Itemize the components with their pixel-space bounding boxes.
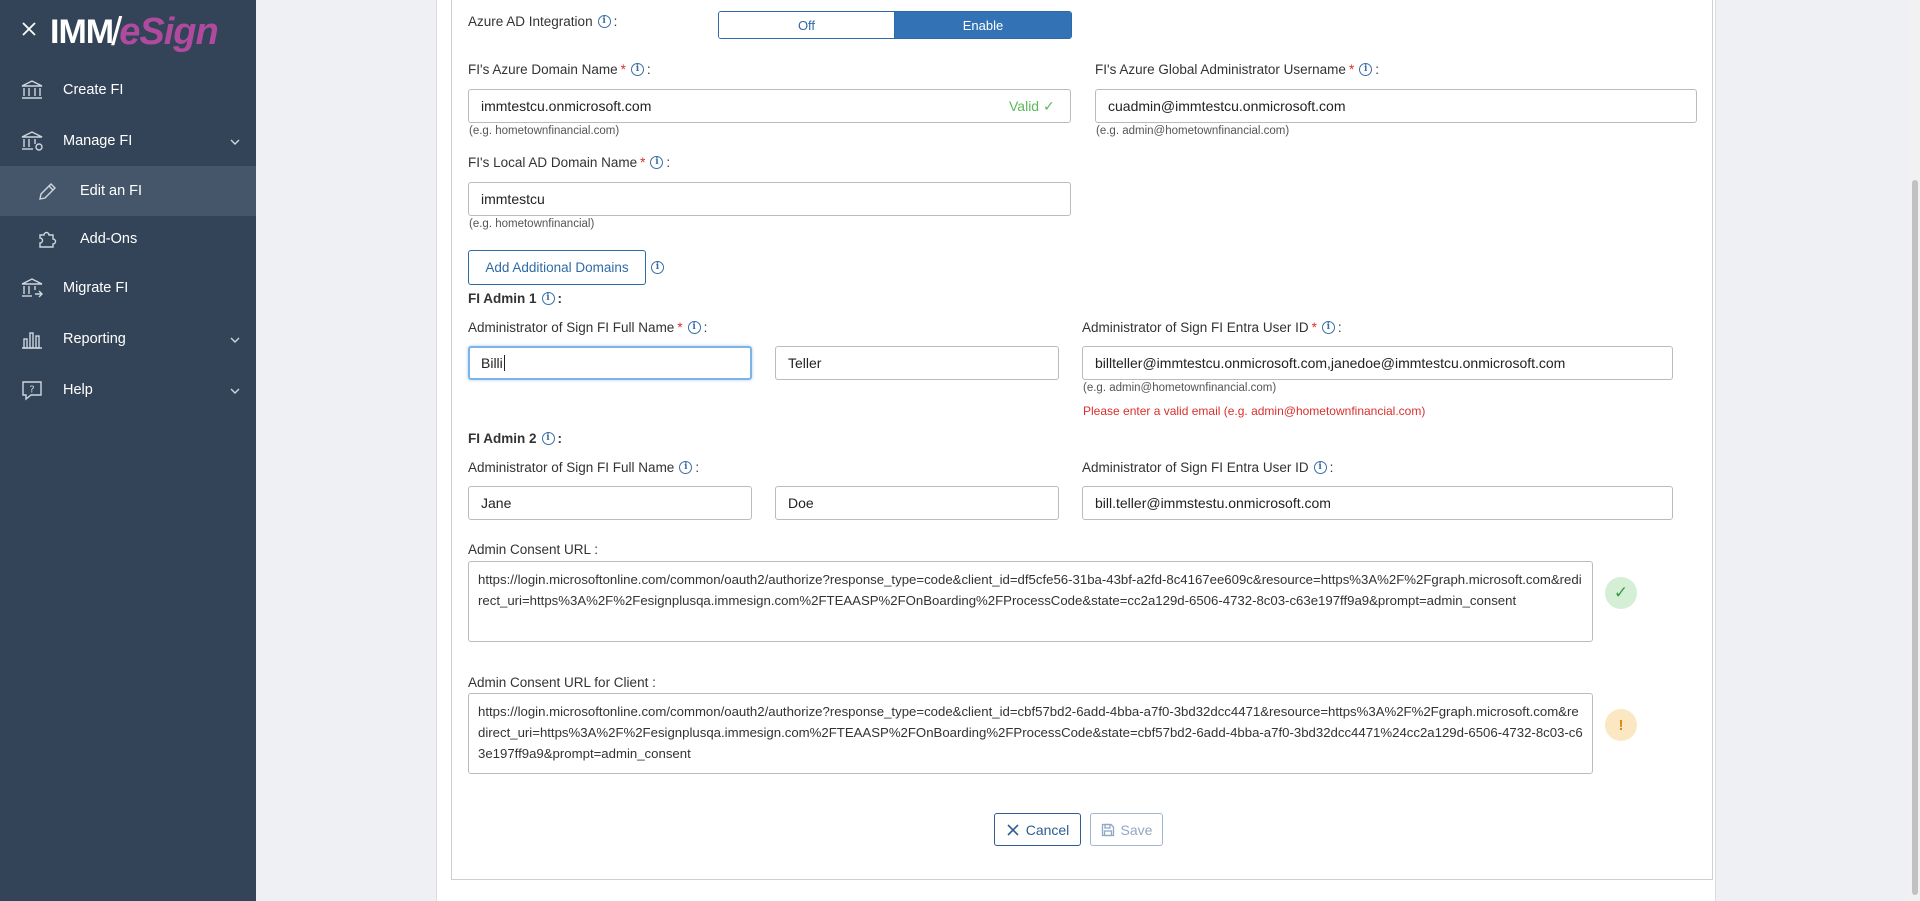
azure-ad-integration-toggle[interactable] — [718, 11, 1072, 39]
label-text: Administrator of Sign FI Entra User ID — [1082, 460, 1309, 475]
help-icon — [20, 379, 44, 401]
label-colon: : — [613, 14, 618, 29]
azure-domain-input[interactable]: immtestcu.onmicrosoft.com — [468, 89, 998, 123]
admin-consent-url-client-field[interactable]: https://login.microsoftonline.com/common/oauth2/authorize?response_type=code&client_id=cbf57bd2-6add-4bba-a7f0-3bd32dcc4471&resource=https%3A%2F%2Fgraph.microsoft.com&redirect_uri=https%3A%2F%2Fesignplusqa.immesign.com%2FTEAASP%2FOnBoarding%2FProcessCode&state=cbf57bd2-6add-4bba-a7f0-3bd32dcc4471%24cc2a129d-6506-4732-8c03-c63e197ff9a9&prompt=admin_consent — [468, 693, 1593, 774]
azure-domain-label — [468, 62, 651, 77]
fi-admin-1-heading — [468, 291, 562, 306]
label-text: Azure AD Integration — [468, 14, 593, 29]
cancel-button[interactable] — [994, 813, 1081, 846]
admin1-entra-id-input[interactable]: billteller@immtestcu.onmicrosoft.com,janedoe@immtestcu.onmicrosoft.com — [1082, 346, 1673, 380]
label-colon: : — [557, 291, 563, 306]
local-ad-domain-hint: (e.g. hometownfinancial) — [469, 218, 595, 230]
info-icon[interactable]: i — [1314, 461, 1327, 474]
info-icon[interactable]: i — [542, 292, 555, 305]
chevron-down-icon — [230, 384, 240, 394]
admin2-entra-id-input[interactable]: bill.teller@immstestu.onmicrosoft.com — [1082, 486, 1673, 520]
label-colon: : — [695, 460, 700, 475]
required-asterisk: * — [677, 320, 683, 335]
label-text: Administrator of Sign FI Full Name — [468, 320, 675, 335]
required-asterisk: * — [1348, 62, 1355, 77]
sidebar-item-manage-fi[interactable] — [0, 116, 256, 166]
label-text: Administrator of Sign FI Full Name — [468, 460, 675, 475]
label-text: FI's Local AD Domain Name — [468, 155, 638, 170]
admin2-entra-id-label — [1082, 460, 1333, 475]
label-text: FI's Azure Domain Name — [468, 62, 618, 77]
toggle-enable-option[interactable]: Enable — [895, 12, 1071, 38]
pencil-icon — [36, 181, 60, 203]
chevron-down-icon — [230, 135, 240, 145]
sidebar — [0, 0, 256, 901]
info-icon[interactable]: i — [1322, 321, 1335, 334]
admin2-full-name-label — [468, 460, 699, 475]
label-colon: : — [1337, 320, 1342, 335]
logo — [50, 6, 218, 58]
sidebar-item-create-fi[interactable] — [0, 65, 256, 115]
sidebar-item-label: Edit an FI — [80, 183, 143, 199]
azure-domain-hint: (e.g. hometownfinancial.com) — [469, 125, 620, 137]
page-scrollbar[interactable] — [1910, 0, 1920, 901]
sidebar-item-label: Reporting — [63, 331, 126, 347]
close-icon[interactable] — [18, 18, 40, 42]
admin2-first-name-input[interactable]: Jane — [468, 486, 752, 520]
admin-consent-url-label: Admin Consent URL : — [468, 542, 599, 557]
info-icon[interactable]: i — [650, 156, 663, 169]
local-ad-domain-input[interactable]: immtestcu — [468, 182, 1071, 216]
bank-icon — [20, 79, 44, 101]
bank-migrate-icon — [20, 277, 44, 299]
save-icon — [1101, 823, 1115, 837]
label-text: FI's Azure Global Administrator Username — [1095, 62, 1346, 77]
svg-text:?: ? — [29, 384, 35, 396]
label-colon: : — [1375, 62, 1379, 77]
admin1-first-name-input[interactable] — [468, 346, 752, 380]
azure-admin-username-input[interactable]: cuadmin@immtestcu.onmicrosoft.com — [1095, 89, 1697, 123]
info-icon[interactable]: i — [688, 321, 701, 334]
admin1-last-name-input[interactable]: Teller — [775, 346, 1059, 380]
fi-admin-2-heading — [468, 431, 562, 446]
bar-chart-icon — [20, 328, 44, 350]
logo-imm-text: IMM — [50, 12, 114, 51]
sidebar-item-edit-an-fi[interactable] — [0, 166, 256, 216]
logo-esign-text: eSign — [119, 10, 218, 53]
label-colon: : — [666, 155, 671, 170]
required-asterisk: * — [620, 62, 626, 77]
info-icon[interactable]: i — [542, 432, 555, 445]
sidebar-item-help[interactable] — [0, 365, 256, 415]
sidebar-item-label: Add-Ons — [80, 231, 138, 247]
sidebar-item-label: Help — [63, 382, 93, 398]
puzzle-icon — [36, 228, 60, 250]
admin-consent-url-field[interactable]: https://login.microsoftonline.com/common/oauth2/authorize?response_type=code&client_id=df5cfe56-31ba-43bf-a2fd-8c4167ee609c&resource=https%3A%2F%2Fgraph.microsoft.com&redirect_uri=https%3A%2F%2Fesignplusqa.immesign.com%2FTEAASP%2FOnBoarding%2FProcessCode&state=cc2a129d-6506-4732-8c03-c63e197ff9a9&prompt=admin_consent — [468, 561, 1593, 642]
sidebar-item-label: Migrate FI — [63, 280, 129, 296]
required-asterisk: * — [1311, 320, 1317, 335]
info-icon[interactable]: i — [679, 461, 692, 474]
warning-icon: ! — [1605, 709, 1637, 741]
text-caret — [504, 355, 505, 371]
check-icon: ✓ — [1605, 577, 1637, 609]
admin1-entra-id-error: Please enter a valid email (e.g. admin@hometownfinancial.com) — [1083, 404, 1426, 418]
close-icon — [1006, 823, 1020, 837]
label-text: Administrator of Sign FI Entra User ID — [1082, 320, 1309, 335]
admin1-entra-id-hint: (e.g. admin@hometownfinancial.com) — [1083, 382, 1277, 394]
logo-slash: / — [111, 9, 122, 54]
button-label: Cancel — [1025, 821, 1070, 838]
add-additional-domains-button[interactable]: Add Additional Domains — [468, 250, 646, 285]
input-value: Billi — [481, 355, 503, 371]
scrollbar-thumb[interactable] — [1912, 180, 1918, 895]
sidebar-item-label: Create FI — [63, 82, 124, 98]
bank-settings-icon — [20, 130, 44, 152]
required-asterisk: * — [640, 155, 646, 170]
azure-ad-integration-label — [468, 14, 617, 29]
label-colon: : — [557, 431, 563, 446]
admin1-entra-id-label — [1082, 320, 1342, 335]
info-icon[interactable]: i — [1359, 63, 1372, 76]
button-label: Save — [1120, 821, 1153, 838]
info-icon[interactable]: i — [631, 63, 644, 76]
azure-admin-username-label — [1095, 62, 1379, 77]
label-colon: : — [703, 320, 708, 335]
toggle-off-option[interactable]: Off — [719, 12, 895, 38]
label-colon: : — [1329, 460, 1334, 475]
heading-text: FI Admin 2 — [468, 431, 537, 446]
sidebar-item-label: Manage FI — [63, 133, 133, 149]
label-colon: : — [646, 62, 651, 77]
admin1-full-name-label — [468, 320, 707, 335]
info-icon[interactable]: i — [598, 15, 611, 28]
info-icon[interactable]: i — [651, 261, 664, 274]
local-ad-domain-label — [468, 155, 670, 170]
azure-admin-username-hint: (e.g. admin@hometownfinancial.com) — [1096, 125, 1290, 137]
chevron-down-icon — [230, 333, 240, 343]
sidebar-item-migrate-fi[interactable] — [0, 263, 256, 313]
save-button[interactable] — [1090, 813, 1163, 846]
heading-text: FI Admin 1 — [468, 291, 537, 306]
valid-badge: Valid ✓ — [997, 89, 1071, 123]
sidebar-item-reporting[interactable] — [0, 314, 256, 364]
admin-consent-url-client-label: Admin Consent URL for Client : — [468, 675, 656, 690]
sidebar-item-add-ons[interactable] — [0, 214, 256, 264]
admin2-last-name-input[interactable]: Doe — [775, 486, 1059, 520]
